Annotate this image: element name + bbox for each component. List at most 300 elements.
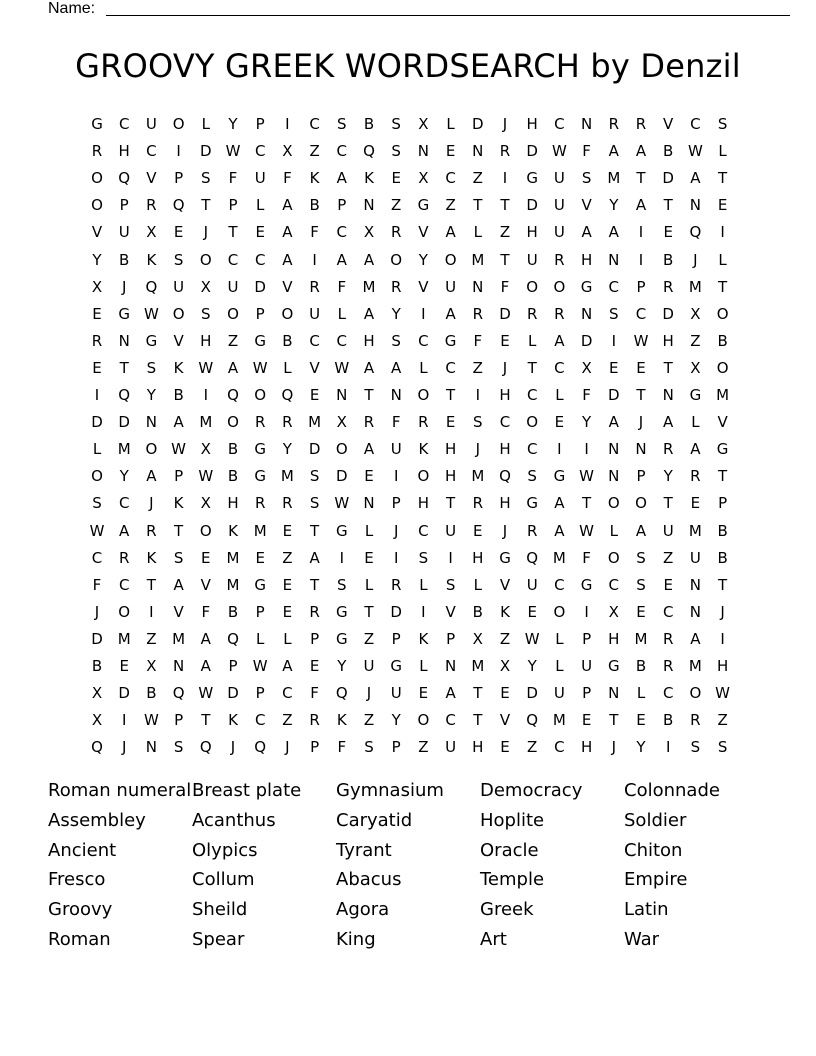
grid-letter: C — [254, 142, 266, 161]
word-list-item: Gymnasium — [336, 780, 444, 801]
grid-letter: U — [254, 169, 266, 188]
grid-letter: X — [581, 358, 592, 377]
grid-letter: W — [171, 440, 187, 459]
grid-letter: F — [310, 684, 319, 703]
grid-letter: F — [228, 169, 238, 188]
grid-letter: J — [502, 521, 508, 540]
grid-letter: S — [201, 169, 211, 188]
grid-letter: S — [418, 548, 429, 567]
grid-letter: O — [254, 386, 267, 404]
grid-letter: I — [638, 223, 644, 242]
grid-letter: E — [119, 657, 129, 675]
grid-letter: C — [336, 331, 348, 350]
grid-letter: A — [282, 250, 293, 269]
grid-letter: B — [663, 250, 674, 269]
grid-letter: Q — [199, 738, 212, 757]
grid-letter: N — [472, 277, 484, 296]
grid-letter: M — [471, 250, 485, 269]
grid-letter: J — [502, 115, 508, 133]
grid-letter: T — [609, 711, 619, 730]
grid-letter: C — [118, 575, 130, 594]
grid-letter: C — [662, 602, 674, 621]
grid-letter: L — [364, 575, 374, 594]
grid-letter: P — [174, 169, 184, 188]
grid-letter: O — [199, 250, 212, 269]
grid-letter: Q — [335, 684, 348, 703]
grid-letter: E — [445, 413, 456, 432]
grid-letter: S — [473, 413, 483, 432]
word-list-item: Latin — [624, 899, 669, 921]
grid-letter: U — [390, 440, 402, 459]
grid-letter: H — [499, 386, 511, 404]
grid-letter: C — [118, 494, 130, 513]
grid-letter: C — [254, 250, 266, 269]
word-list-item: Chiton — [624, 839, 683, 861]
grid-letter: L — [555, 386, 564, 404]
grid-letter: Q — [145, 277, 158, 296]
grid-letter: L — [419, 657, 428, 675]
grid-letter: T — [500, 196, 510, 215]
word-list-item: Agora — [336, 899, 390, 921]
grid-letter: A — [363, 304, 375, 323]
grid-letter: D — [662, 169, 674, 188]
grid-letter: Y — [418, 250, 428, 269]
grid-letter: K — [500, 602, 510, 621]
grid-letter: M — [117, 440, 131, 459]
grid-letter: E — [473, 521, 483, 540]
grid-letter: U — [553, 684, 565, 703]
grid-letter: Y — [391, 711, 401, 730]
grid-letter: I — [393, 548, 399, 567]
grid-letter: Y — [228, 115, 238, 133]
word-list-item: Spear — [192, 929, 245, 950]
grid-letter: O — [227, 304, 239, 323]
word-list-item: Breast plate — [192, 780, 302, 801]
grid-letter: C — [282, 684, 293, 703]
grid-letter: A — [282, 196, 293, 215]
grid-letter: G — [444, 331, 457, 350]
grid-letter: Z — [227, 331, 239, 350]
grid-letter: A — [173, 575, 184, 594]
grid-letter: L — [283, 629, 292, 648]
grid-letter: R — [390, 223, 402, 242]
grid-letter: G — [254, 467, 266, 486]
grid-row — [0, 572, 816, 599]
grid-letter: D — [662, 304, 674, 323]
grid-letter: B — [363, 115, 375, 133]
grid-letter: D — [390, 602, 402, 621]
grid-letter: L — [92, 440, 102, 459]
grid-letter: Q — [281, 386, 294, 404]
grid-letter: X — [146, 223, 157, 242]
grid-row — [0, 111, 816, 138]
grid-letter: M — [199, 413, 213, 432]
grid-letter: D — [254, 277, 266, 296]
grid-letter: O — [417, 386, 430, 404]
grid-letter: I — [584, 602, 589, 621]
grid-letter: Z — [363, 629, 375, 648]
grid-letter: V — [499, 711, 511, 730]
grid-letter: Q — [363, 142, 375, 161]
grid-letter: E — [663, 575, 673, 594]
grid-letter: K — [364, 169, 374, 188]
grid-letter: E — [309, 386, 320, 404]
grid-letter: K — [228, 521, 238, 540]
grid-letter: I — [584, 440, 589, 459]
grid-letter: G — [335, 629, 348, 648]
grid-letter: X — [363, 223, 375, 242]
grid-letter: K — [228, 711, 238, 730]
grid-letter: V — [282, 277, 293, 296]
grid-letter: H — [526, 115, 538, 133]
grid-letter: V — [173, 602, 184, 621]
grid-letter: O — [172, 115, 185, 133]
grid-letter: J — [230, 738, 236, 757]
grid-letter: G — [118, 304, 130, 323]
grid-letter: Z — [472, 358, 483, 377]
grid-letter: P — [391, 494, 401, 513]
grid-letter: Q — [118, 386, 131, 404]
grid-letter: S — [391, 115, 401, 133]
grid-letter: R — [554, 250, 565, 269]
grid-letter: C — [526, 440, 538, 459]
grid-letter: R — [309, 277, 320, 296]
grid-letter: R — [472, 304, 484, 323]
grid-letter: C — [418, 331, 429, 350]
grid-letter: M — [226, 575, 240, 594]
grid-letter: X — [91, 684, 103, 703]
word-list-item: Acanthus — [192, 809, 276, 831]
grid-letter: I — [557, 440, 562, 459]
grid-letter: D — [91, 413, 103, 432]
word-list-item: Caryatid — [336, 809, 413, 831]
grid-letter: T — [473, 196, 483, 215]
grid-letter: B — [282, 331, 293, 350]
grid-letter: U — [309, 304, 321, 323]
grid-letter: F — [500, 277, 510, 296]
grid-letter: L — [256, 629, 265, 648]
grid-letter: Q — [172, 684, 185, 703]
grid-letter: A — [663, 413, 674, 432]
grid-letter: N — [363, 494, 375, 513]
grid-letter: W — [252, 657, 268, 675]
grid-letter: E — [636, 711, 646, 730]
grid-letter: I — [149, 602, 154, 621]
grid-letter: X — [200, 440, 211, 459]
grid-letter: W — [334, 494, 350, 513]
grid-letter: S — [636, 548, 646, 567]
grid-letter: Y — [391, 304, 401, 323]
grid-letter: N — [608, 250, 620, 269]
grid-row — [0, 734, 816, 761]
grid-letter: T — [201, 196, 211, 215]
grid-letter: A — [200, 629, 211, 648]
grid-letter: Z — [282, 711, 293, 730]
grid-letter: I — [720, 629, 725, 648]
grid-letter: E — [173, 223, 184, 242]
grid-letter: E — [500, 684, 510, 703]
grid-letter: Y — [337, 657, 347, 675]
grid-row — [0, 518, 816, 545]
grid-letter: H — [662, 331, 674, 350]
grid-letter: S — [92, 494, 102, 513]
grid-letter: T — [473, 711, 483, 730]
grid-letter: E — [418, 684, 429, 703]
grid-letter: O — [526, 413, 539, 432]
grid-letter: M — [688, 657, 702, 675]
grid-letter: M — [552, 548, 566, 567]
grid-letter: F — [92, 575, 102, 594]
grid-letter: G — [716, 440, 729, 459]
word-list-item: Democracy — [480, 780, 583, 801]
grid-letter: P — [718, 494, 728, 513]
grid-letter: Y — [92, 250, 102, 269]
grid-letter: B — [91, 657, 103, 675]
grid-letter: G — [91, 115, 103, 133]
grid-letter: G — [526, 169, 538, 188]
grid-letter: V — [581, 196, 592, 215]
grid-letter: B — [146, 684, 157, 703]
grid-letter: X — [91, 277, 103, 296]
grid-letter: W — [198, 358, 214, 377]
grid-letter: O — [390, 250, 403, 269]
grid-letter: E — [282, 521, 293, 540]
grid-letter: V — [663, 115, 674, 133]
grid-letter: E — [445, 142, 456, 161]
grid-letter: Z — [499, 629, 511, 648]
grid-letter: Q — [526, 548, 539, 567]
grid-letter: L — [446, 115, 455, 133]
grid-letter: T — [446, 494, 456, 513]
grid-letter: G — [390, 657, 402, 675]
grid-letter: O — [281, 304, 294, 323]
grid-letter: R — [662, 629, 674, 648]
grid-letter: A — [554, 521, 565, 540]
grid-letter: S — [364, 738, 374, 757]
grid-letter: O — [145, 440, 158, 459]
grid-letter: R — [309, 602, 320, 621]
grid-letter: T — [718, 169, 728, 188]
grid-letter: O — [553, 602, 566, 621]
grid-letter: I — [203, 386, 209, 404]
grid-letter: F — [310, 223, 319, 242]
grid-letter: X — [472, 629, 483, 648]
grid-letter: S — [690, 738, 701, 757]
grid-letter: F — [582, 386, 591, 404]
grid-letter: A — [391, 358, 402, 377]
grid-letter: S — [717, 115, 728, 133]
grid-letter: E — [527, 602, 537, 621]
grid-letter: L — [256, 196, 265, 215]
grid-letter: O — [91, 196, 103, 215]
grid-letter: Q — [254, 738, 267, 757]
grid-letter: L — [283, 358, 292, 377]
grid-letter: L — [528, 331, 537, 350]
grid-letter: L — [718, 250, 727, 269]
grid-letter: N — [580, 115, 593, 133]
grid-letter: N — [608, 467, 620, 486]
grid-letter: N — [662, 386, 674, 404]
grid-letter: B — [309, 196, 320, 215]
grid-letter: V — [146, 169, 157, 188]
grid-letter: Z — [391, 196, 402, 215]
grid-letter: F — [337, 277, 347, 296]
grid-letter: K — [173, 358, 184, 377]
grid-letter: H — [444, 467, 457, 486]
grid-letter: D — [336, 467, 348, 486]
grid-letter: T — [663, 494, 673, 513]
grid-letter: G — [335, 602, 348, 621]
grid-letter: A — [363, 440, 375, 459]
grid-letter: U — [118, 223, 130, 242]
grid-letter: R — [309, 711, 320, 730]
grid-letter: E — [92, 358, 102, 377]
grid-letter: H — [227, 494, 239, 513]
grid-letter: X — [608, 602, 619, 621]
grid-letter: J — [121, 277, 127, 296]
grid-letter: A — [445, 304, 456, 323]
grid-letter: F — [201, 602, 211, 621]
grid-letter: X — [91, 711, 103, 730]
grid-letter: D — [526, 684, 538, 703]
grid-letter: H — [118, 142, 130, 161]
grid-letter: W — [551, 142, 567, 161]
grid-letter: H — [363, 331, 375, 350]
grid-letter: R — [662, 440, 674, 459]
grid-letter: K — [309, 169, 320, 188]
grid-letter: O — [417, 711, 430, 730]
grid-letter: C — [418, 521, 429, 540]
grid-letter: E — [690, 494, 701, 513]
grid-letter: N — [145, 738, 157, 757]
grid-letter: B — [119, 250, 130, 269]
grid-letter: U — [662, 521, 674, 540]
grid-letter: O — [526, 277, 539, 296]
grid-letter: V — [717, 413, 728, 432]
grid-letter: A — [635, 142, 647, 161]
grid-letter: Z — [499, 223, 511, 242]
word-list-item: Colonnade — [624, 780, 720, 801]
grid-letter: X — [418, 169, 429, 188]
word-list-item: Roman — [48, 929, 111, 950]
grid-letter: J — [693, 250, 698, 269]
grid-letter: N — [689, 575, 701, 594]
grid-letter: A — [690, 440, 701, 459]
grid-letter: R — [690, 467, 701, 486]
grid-letter: O — [716, 358, 729, 377]
grid-letter: Q — [499, 467, 511, 486]
grid-row — [0, 707, 816, 734]
grid-letter: O — [689, 684, 702, 703]
grid-letter: D — [118, 684, 130, 703]
grid-letter: Z — [418, 738, 429, 757]
grid-letter: S — [636, 575, 646, 594]
grid-letter: C — [118, 115, 130, 133]
grid-letter: L — [419, 575, 428, 594]
grid-letter: I — [94, 386, 100, 404]
grid-letter: O — [607, 548, 620, 567]
grid-letter: H — [580, 250, 593, 269]
grid-letter: U — [526, 250, 538, 269]
grid-letter: C — [635, 304, 647, 323]
grid-letter: P — [310, 629, 320, 648]
grid-letter: R — [146, 521, 157, 540]
grid-letter: T — [228, 223, 238, 242]
grid-letter: F — [582, 142, 591, 161]
grid-letter: F — [337, 738, 347, 757]
grid-letter: G — [607, 657, 620, 675]
grid-letter: H — [472, 738, 484, 757]
grid-letter: W — [143, 304, 159, 323]
grid-letter: O — [91, 467, 103, 486]
grid-row — [0, 219, 816, 246]
grid-letter: A — [608, 223, 619, 242]
grid-letter: D — [608, 386, 620, 404]
grid-letter: O — [444, 250, 457, 269]
grid-letter: V — [309, 358, 320, 377]
grid-row — [0, 301, 816, 328]
grid-letter: C — [554, 738, 565, 757]
grid-letter: V — [499, 575, 511, 594]
grid-letter: M — [552, 711, 566, 730]
grid-letter: Y — [636, 738, 646, 757]
grid-letter: L — [364, 521, 374, 540]
grid-letter: R — [608, 115, 620, 133]
grid-row — [0, 192, 816, 219]
grid-letter: T — [663, 358, 673, 377]
grid-letter: R — [662, 657, 674, 675]
grid-letter: J — [366, 684, 372, 703]
grid-letter: G — [254, 440, 266, 459]
grid-letter: D — [308, 440, 321, 459]
grid-letter: U — [581, 657, 593, 675]
grid-letter: B — [227, 602, 239, 621]
grid-letter: F — [391, 413, 401, 432]
word-list-item: Temple — [480, 869, 545, 891]
grid-letter: Y — [582, 413, 592, 432]
grid-letter: Z — [282, 548, 293, 567]
word-list-item: Hoplite — [480, 809, 545, 831]
grid-letter: M — [688, 521, 702, 540]
grid-letter: E — [636, 602, 646, 621]
grid-letter: X — [282, 142, 293, 161]
grid-letter: D — [472, 115, 484, 133]
grid-letter: Y — [282, 440, 292, 459]
grid-letter: I — [393, 467, 399, 486]
grid-letter: O — [716, 304, 729, 323]
grid-letter: C — [662, 684, 674, 703]
grid-letter: Q — [227, 629, 239, 648]
grid-letter: U — [363, 657, 375, 675]
grid-letter: S — [717, 738, 728, 757]
grid-letter: A — [363, 358, 375, 377]
grid-letter: C — [608, 277, 620, 296]
grid-letter: P — [582, 684, 592, 703]
grid-letter: A — [445, 223, 456, 242]
grid-letter: A — [200, 657, 211, 675]
grid-letter: E — [636, 358, 646, 377]
grid-letter: S — [309, 467, 320, 486]
grid-letter: G — [553, 467, 566, 486]
grid-letter: N — [580, 304, 593, 323]
grid-letter: C — [336, 223, 348, 242]
grid-letter: B — [717, 521, 728, 540]
grid-letter: K — [146, 548, 157, 567]
grid-letter: N — [635, 440, 647, 459]
grid-letter: E — [282, 575, 293, 594]
grid-letter: C — [554, 115, 565, 133]
grid-letter: U — [445, 521, 457, 540]
